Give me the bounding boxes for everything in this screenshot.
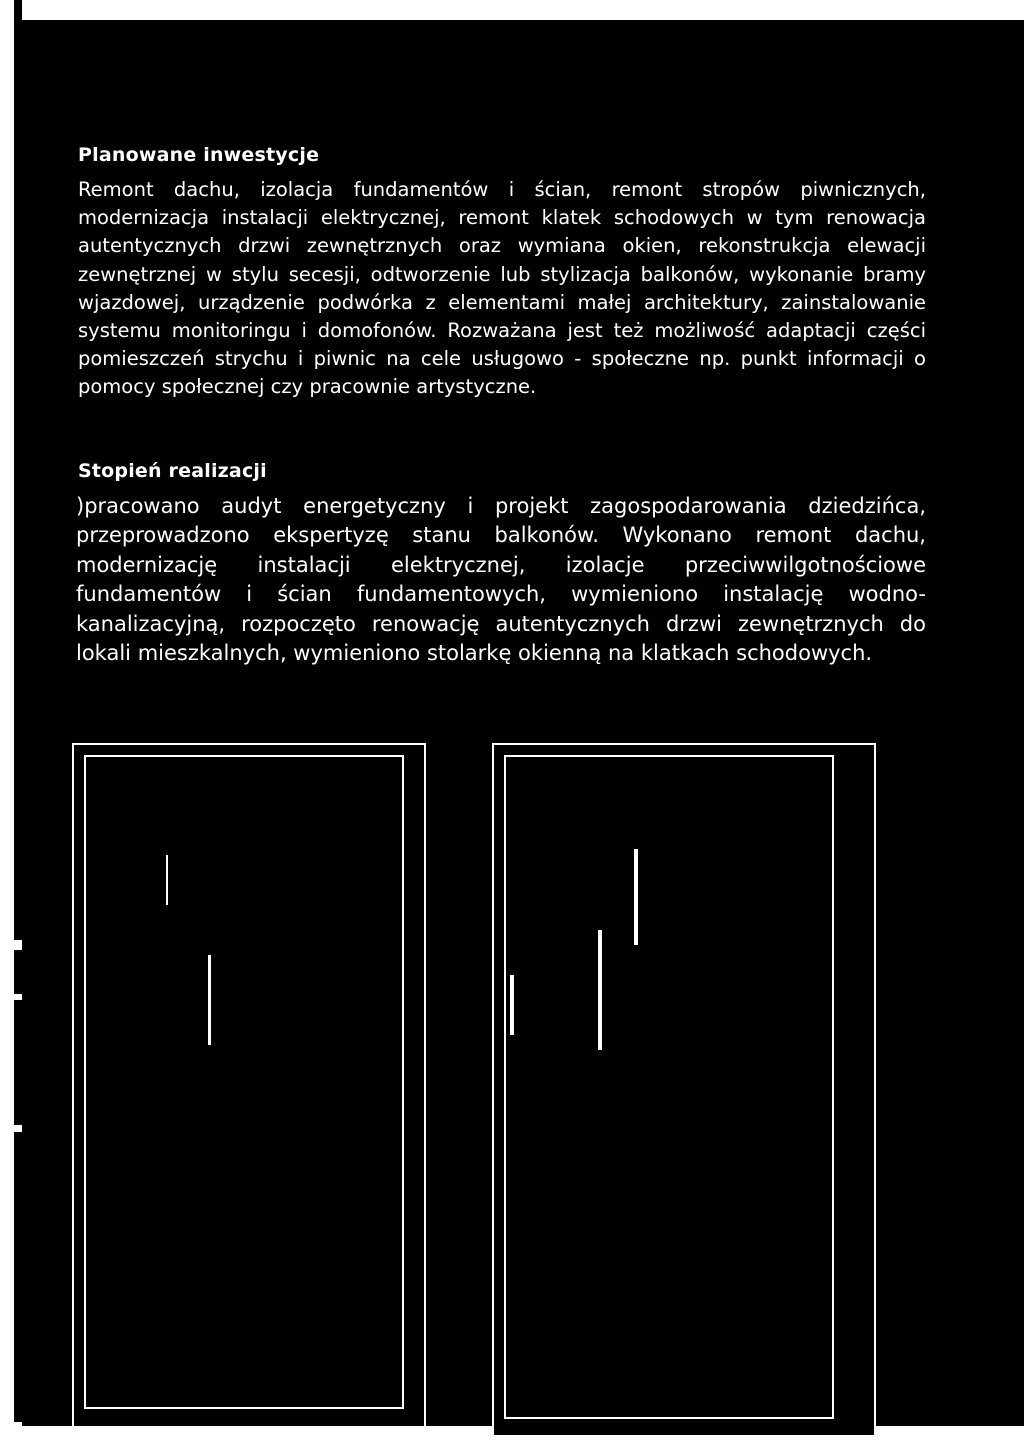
planned-investments-text: Remont dachu, izolacja fundamentów i ścian, remont stropów piwnicznych, modernizacja instalacji elektrycznej, remont klatek schodowych w tym renowacja autentycznych drzwi zewnętrznych oraz wymiana okien, rekonstrukcja elewacji zewnętrznej w stylu secesji, odtworzenie lub stylizacja balkonów, wykonanie bramy wjazdowej, urządzenie podwórka z elementami małej architektury, zainstalowanie systemu monitoringu i domofonów. Rozważana jest też możliwość adaptacji części pomieszczeń strychu i piwnic na cele usługowo - społeczne np. punkt informacji o pomocy społecznej czy pracownie artystyczne. (78, 178, 926, 399)
document-sheet (22, 20, 1024, 1426)
building-photo-left (72, 743, 426, 1428)
building-photo-right (492, 743, 876, 1437)
progress-text: )pracowano audyt energetyczny i projekt zagospodarowania dziedzińca, przeprowadzono ekspertyzę stanu balkonów. Wykonano remont dachu, modernizację instalacji elektrycznej, izolacje przeciwwilgotnościowe fundamentów i ścian fundamentowych, wymieniono instalację wodno-kanalizacyjną, rozpoczęto renowację autentycznych drzwi zewnętrznych do lokali mieszkalnych, wymieniono stolarkę okienną na klatkach schodowych. (76, 494, 926, 666)
planned-investments-heading: Planowane inwestycje (78, 144, 320, 166)
progress-heading: Stopień realizacji (78, 460, 267, 482)
scan-edge (0, 0, 22, 1444)
